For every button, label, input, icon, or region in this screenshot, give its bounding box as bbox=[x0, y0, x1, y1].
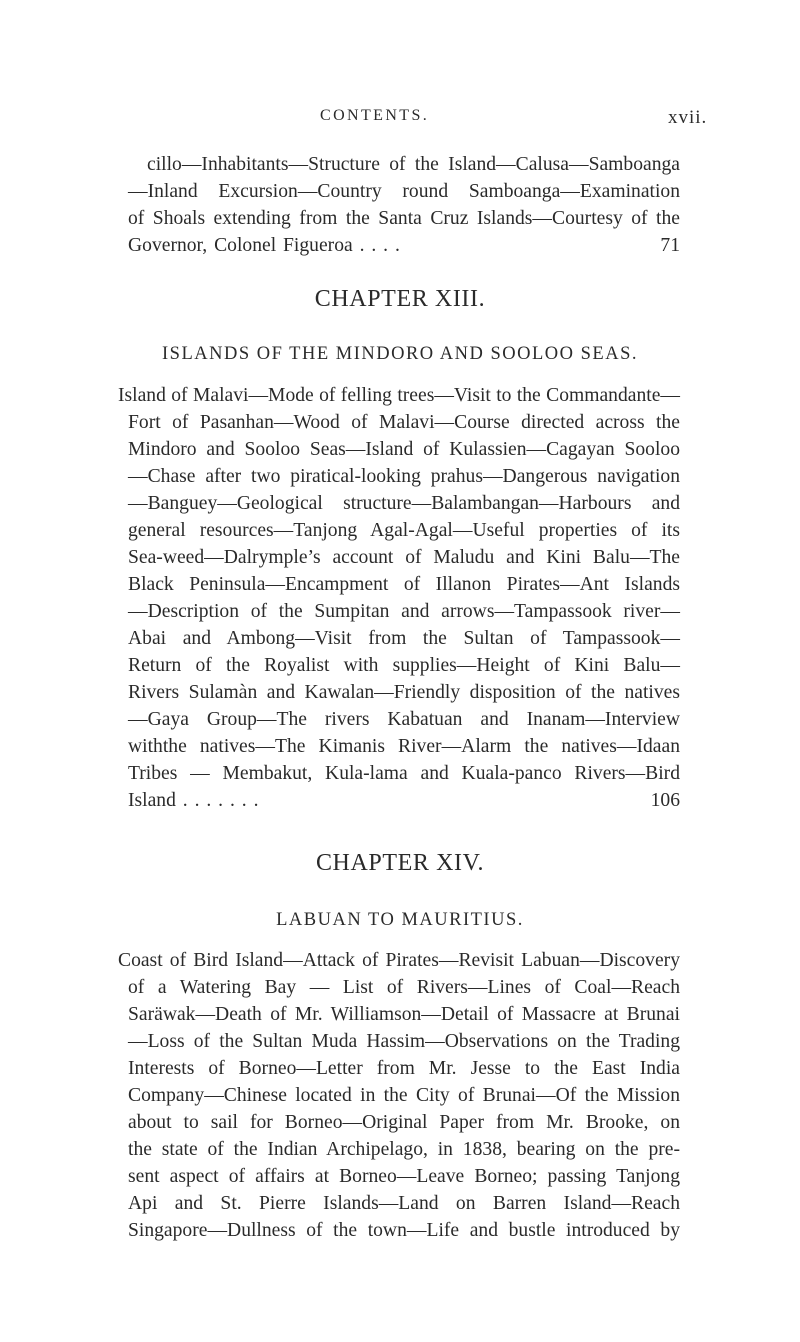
toc-line: of a Watering Bay — List of Rivers—Lines of Coal—Reach bbox=[128, 977, 680, 998]
chapter-subheading: LABUAN TO MAURITIUS. bbox=[276, 910, 524, 930]
toc-line: Abai and Ambong—Visit from the Sultan of Tampassook— bbox=[128, 628, 680, 649]
toc-line: about to sail for Borneo—Original Paper from Mr. Brooke, on bbox=[128, 1112, 680, 1133]
toc-line: of Shoals extending from the Santa Cruz Islands—Courtesy of the bbox=[128, 208, 680, 229]
toc-line: Coast of Bird Island—Attack of Pirates—Revisit Labuan—Discovery bbox=[118, 950, 680, 971]
toc-page-number: 71 bbox=[660, 235, 680, 256]
toc-line-last: Governor, Colonel Figueroa . . . . bbox=[128, 235, 400, 256]
toc-line: withthe natives—The Kimanis River—Alarm the natives—Idaan bbox=[128, 736, 680, 757]
toc-line: sent aspect of affairs at Borneo—Leave Borneo; passing Tanjong bbox=[128, 1166, 680, 1187]
chapter-heading: CHAPTER XIV. bbox=[315, 850, 485, 876]
toc-line: —Banguey—Geological structure—Balambangan—Harbours and bbox=[128, 493, 680, 514]
toc-line: Api and St. Pierre Islands—Land on Barren Island—Reach bbox=[128, 1193, 680, 1214]
chapter-heading: CHAPTER XIII. bbox=[314, 286, 486, 312]
toc-line: —Description of the Sumpitan and arrows—Tampassook river— bbox=[128, 601, 680, 622]
chapter-subheading: ISLANDS OF THE MINDORO AND SOOLOO SEAS. bbox=[162, 344, 638, 364]
toc-line: Fort of Pasanhan—Wood of Malavi—Course directed across the bbox=[128, 412, 680, 433]
toc-line: —Chase after two piratical-looking prahus—Dangerous navigation bbox=[128, 466, 680, 487]
toc-line: —Inland Excursion—Country round Samboanga—Examination bbox=[128, 181, 680, 202]
toc-line: Island of Malavi—Mode of felling trees—Visit to the Commandante— bbox=[118, 385, 680, 406]
toc-line: Singapore—Dullness of the town—Life and bustle introduced by bbox=[128, 1220, 680, 1241]
toc-line: Mindoro and Sooloo Seas—Island of Kulassien—Cagayan Sooloo bbox=[128, 439, 680, 460]
toc-line: Company—Chinese located in the City of Brunai—Of the Mission bbox=[128, 1085, 680, 1106]
toc-line: cillo—Inhabitants—Structure of the Island—Calusa—Samboanga bbox=[147, 154, 680, 175]
toc-line: —Gaya Group—The rivers Kabatuan and Inanam—Interview bbox=[128, 709, 680, 730]
toc-line: Black Peninsula—Encampment of Illanon Pirates—Ant Islands bbox=[128, 574, 680, 595]
running-title: CONTENTS. bbox=[320, 107, 430, 124]
toc-line: general resources—Tanjong Agal-Agal—Useful properties of its bbox=[128, 520, 680, 541]
toc-line: Return of the Royalist with supplies—Height of Kini Balu— bbox=[128, 655, 680, 676]
toc-line: Sea-weed—Dalrymple’s account of Maludu and Kini Balu—The bbox=[128, 547, 680, 568]
toc-line: —Loss of the Sultan Muda Hassim—Observations on the Trading bbox=[128, 1031, 680, 1052]
toc-line: Interests of Borneo—Letter from Mr. Jesse to the East India bbox=[128, 1058, 680, 1079]
toc-line: Tribes — Membakut, Kula-lama and Kuala-panco Rivers—Bird bbox=[128, 763, 680, 784]
toc-line: Rivers Sulamàn and Kawalan—Friendly disposition of the natives bbox=[128, 682, 680, 703]
toc-line-last: Island . . . . . . . bbox=[128, 790, 259, 811]
running-head bbox=[0, 107, 800, 133]
page-number: xvii. bbox=[668, 107, 708, 128]
toc-line: the state of the Indian Archipelago, in 1838, bearing on the pre- bbox=[128, 1139, 680, 1160]
toc-line: Saräwak—Death of Mr. Williamson—Detail of Massacre at Brunai bbox=[128, 1004, 680, 1025]
toc-page-number: 106 bbox=[650, 790, 680, 811]
